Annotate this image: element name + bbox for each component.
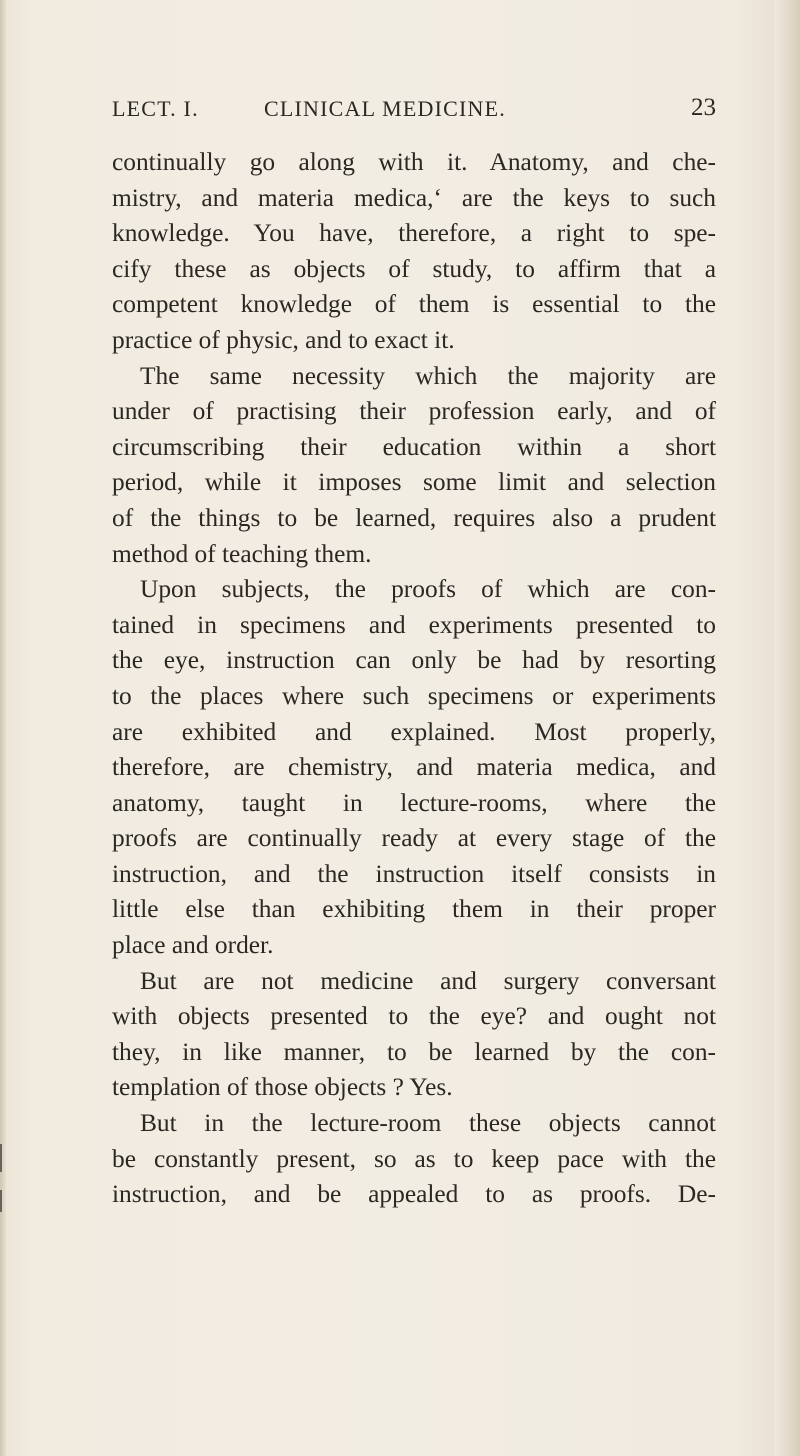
text-line: with objects presented to the eye? and ought not <box>112 1002 716 1031</box>
page-left-edge <box>0 0 6 1456</box>
page-number: 23 <box>691 94 716 121</box>
text-line: proofs are continually ready at every stage of the <box>112 824 716 853</box>
text-line: under of practising their profession early, and of <box>112 397 716 426</box>
text-line: templation of those objects ? Yes. <box>112 1073 453 1102</box>
text-line: cify these as objects of study, to affirm that a <box>112 254 716 283</box>
header-lecture: LECT. I. <box>112 96 199 121</box>
text-line: the eye, instruction can only be had by resorting <box>112 646 716 675</box>
text-line: are exhibited and explained. Most properly, <box>112 717 716 746</box>
text-line: period, while it imposes some limit and selection <box>112 468 716 497</box>
text-line: method of teaching them. <box>112 539 372 568</box>
text-line: But are not medicine and surgery conversant <box>140 966 716 995</box>
body-text <box>112 145 716 1213</box>
text-line: little else than exhibiting them in their proper <box>112 895 716 924</box>
text-line: mistry, and materia medica,ʻ are the keys to such <box>112 183 716 212</box>
text-line: instruction, and be appealed to as proofs. De- <box>112 1180 716 1209</box>
text-line: knowledge. You have, therefore, a right to spe- <box>112 219 716 248</box>
text-line: therefore, are chemistry, and materia medica, and <box>112 753 716 782</box>
text-line: But in the lecture-room these objects cannot <box>140 1109 716 1138</box>
text-line: of the things to be learned, requires also a prudent <box>112 503 716 532</box>
text-line: Upon subjects, the proofs of which are con- <box>140 575 716 604</box>
text-line: anatomy, taught in lecture-rooms, where the <box>112 788 716 817</box>
text-line: be constantly present, so as to keep pace with the <box>112 1144 716 1173</box>
text-line: circumscribing their education within a short <box>112 432 716 461</box>
header-title: CLINICAL MEDICINE. <box>264 96 506 121</box>
text-line: place and order. <box>112 931 274 960</box>
text-line: they, in like manner, to be learned by the con- <box>112 1037 716 1066</box>
text-line: instruction, and the instruction itself consists in <box>112 859 716 888</box>
page-right-edge <box>774 0 800 1456</box>
text-line: tained in specimens and experiments presented to <box>112 610 716 639</box>
text-line: competent knowledge of them is essential to the <box>112 290 716 319</box>
running-head <box>112 96 716 130</box>
text-line: to the places where such specimens or experiments <box>112 681 716 710</box>
text-line: practice of physic, and to exact it. <box>112 325 455 354</box>
margin-mark <box>0 1190 2 1212</box>
text-line: continually go along with it. Anatomy, and che- <box>112 148 716 176</box>
text-line: The same necessity which the majority are <box>140 361 716 390</box>
margin-mark <box>0 1144 2 1172</box>
